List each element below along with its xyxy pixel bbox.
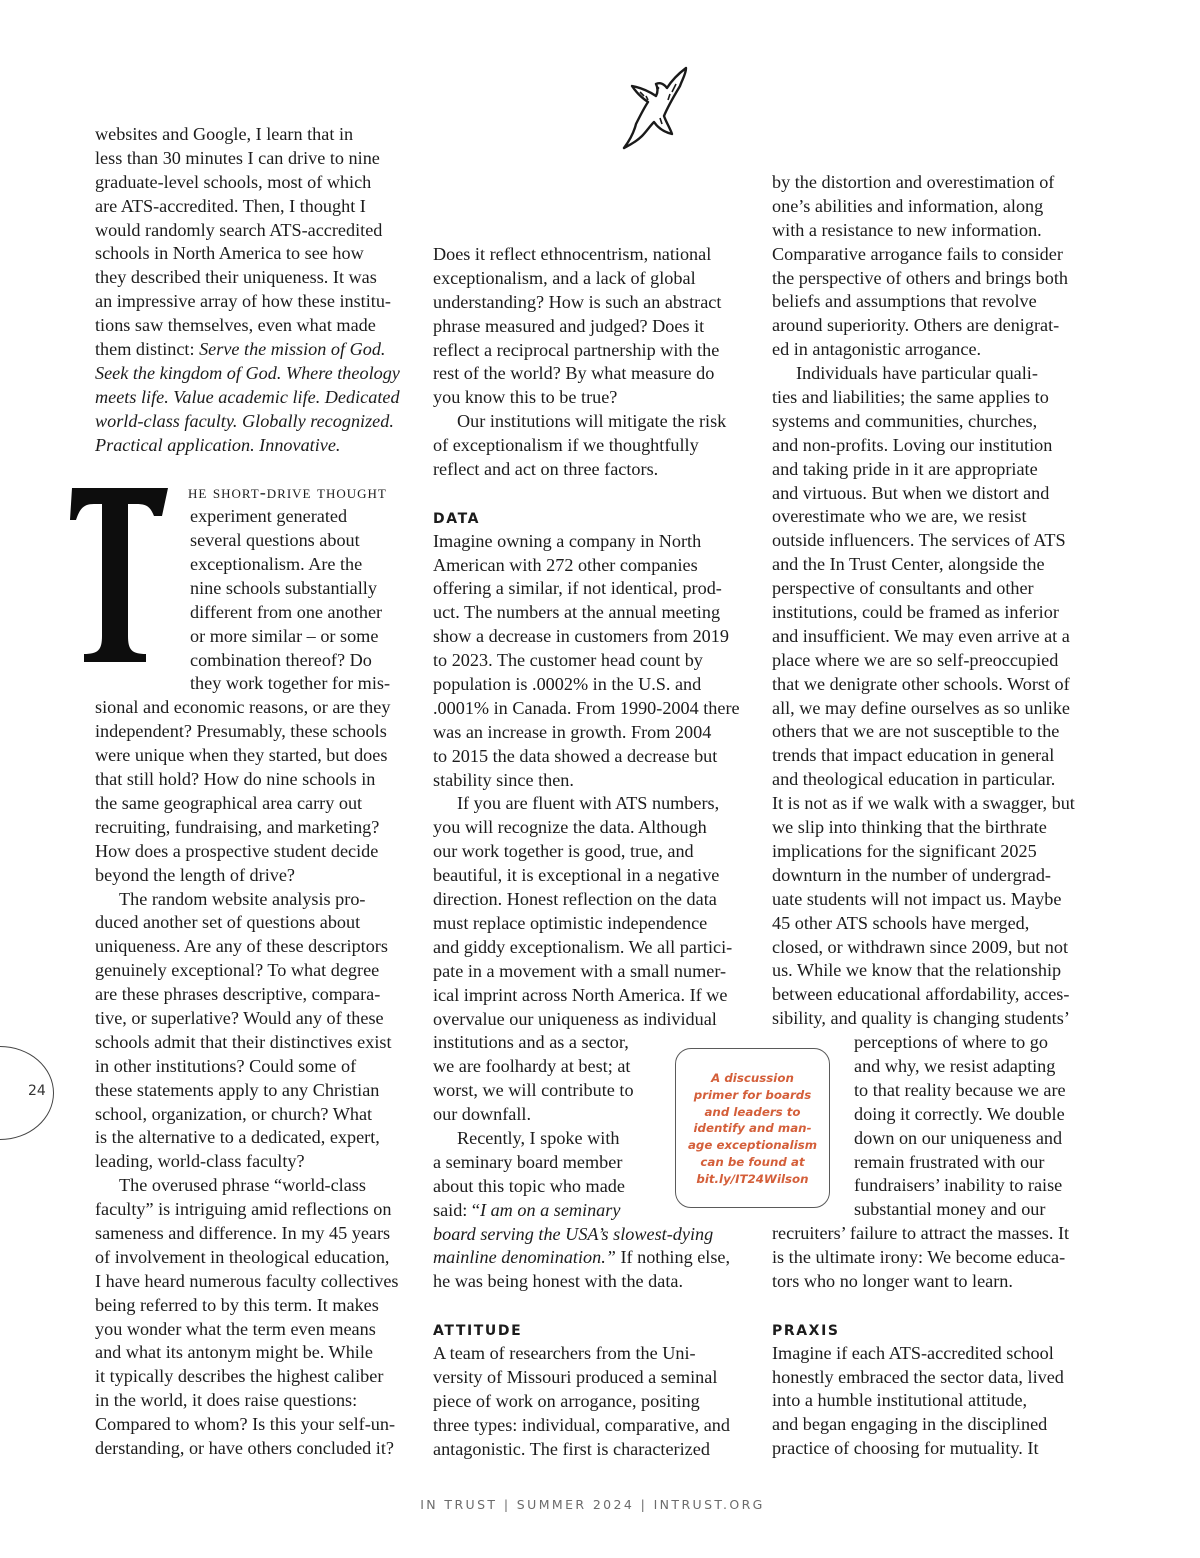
text-line: schools admit that their distinctives exist	[95, 1031, 392, 1052]
text-line: in other institutions? Could some of	[95, 1055, 357, 1076]
text-line: substantial money and our	[854, 1199, 1046, 1220]
text-line: of involvement in theological education,	[95, 1246, 390, 1267]
text-line: or more similar – or some	[190, 625, 379, 646]
text-line: beautiful, it is exceptional in a negative	[433, 865, 720, 886]
text-line: Does it reflect ethnocentrism, national	[433, 244, 712, 264]
text-line: mainline denomination.” If nothing else,	[433, 1247, 731, 1268]
text-line: derstanding, or have others concluded it?	[95, 1437, 394, 1458]
text-line: ed in antagonistic arrogance.	[772, 339, 982, 360]
text-italic: Serve the mission of God.	[199, 339, 386, 360]
text-line: that still hold? How do nine schools in	[95, 769, 376, 790]
text-line: board serving the USA’s slowest-dying	[433, 1223, 714, 1244]
text-line: and non-profits. Loving our institution	[772, 434, 1053, 455]
text-line: nine schools substantially	[190, 577, 377, 598]
text-line: around superiority. Others are denigrat-	[772, 315, 1060, 336]
page-footer: IN TRUST | SUMMER 2024 | INTRUST.ORG	[420, 1497, 765, 1512]
text-line: show a decrease in customers from 2019	[433, 626, 729, 647]
text-line: reflect a reciprocal partnership with the	[433, 339, 720, 360]
text-line: stability since then.	[433, 769, 574, 790]
column-3	[772, 171, 1075, 1461]
text-line: that we denigrate other schools. Worst of	[772, 673, 1070, 694]
text-line: three types: individual, comparative, and	[433, 1414, 730, 1435]
text-line: perspective of consultants and other	[772, 578, 1034, 599]
text-line: you wonder what the term even means	[95, 1318, 376, 1339]
text-line: Imagine owning a company in North	[433, 530, 702, 551]
text-line: they described their uniqueness. It was	[95, 267, 377, 288]
text-line: these statements apply to any Christian	[95, 1079, 380, 1100]
text-line: down on our uniqueness and	[854, 1127, 1063, 1148]
text-line: versity of Missouri produced a seminal	[433, 1366, 718, 1387]
text-line: reflect and act on three factors.	[433, 459, 659, 480]
text-line: Recently, I spoke with	[457, 1127, 620, 1148]
text-line: place where we are so self-preoccupied	[772, 649, 1059, 670]
text-line: A team of researchers from the Uni-	[433, 1342, 696, 1363]
text-line: institutions and as a sector,	[433, 1032, 629, 1053]
text-line: Our institutions will mitigate the risk	[457, 411, 727, 432]
text-line: were unique when they started, but does	[95, 745, 388, 766]
text-line: Practical application. Innovative.	[95, 434, 341, 455]
text-line: are these phrases descriptive, compara-	[95, 984, 381, 1005]
text-line: population is .0002% in the U.S. and	[433, 674, 702, 695]
text-line: worst, we will contribute to	[433, 1080, 634, 1101]
text-line: meets life. Value academic life. Dedicated	[95, 386, 400, 407]
text-line: perceptions of where to go	[854, 1032, 1048, 1053]
page-number: 24	[28, 1083, 46, 1099]
text-line: said: “I am on a seminary	[433, 1199, 621, 1220]
text-line: in the world, it does raise questions:	[95, 1390, 358, 1411]
smallcaps-lead: he short-drive thought	[188, 482, 387, 503]
text-line: Comparative arrogance fails to consider	[772, 243, 1063, 264]
text-line: tors who no longer want to learn.	[772, 1270, 1013, 1291]
text-line: into a humble institutional attitude,	[772, 1390, 1028, 1411]
text-line: genuinely exceptional? To what degree	[95, 960, 380, 981]
text-line: is the ultimate irony: We become educa-	[772, 1247, 1066, 1268]
text-line: systems and communities, churches,	[772, 410, 1038, 431]
text-line: Imagine if each ATS-accredited school	[772, 1342, 1054, 1363]
text-line: to that reality because we are	[854, 1079, 1066, 1100]
text-line: piece of work on arrogance, positing	[433, 1390, 700, 1411]
text-line: experiment generated	[190, 506, 348, 527]
text-line: less than 30 minutes I can drive to nine	[95, 147, 380, 168]
pullquote-line: A discussion	[711, 1071, 794, 1085]
text-line: must replace optimistic independence	[433, 912, 708, 933]
text-line: you will recognize the data. Although	[433, 817, 707, 838]
text-line: uniqueness. Are any of these descriptors	[95, 936, 388, 957]
text-line: rest of the world? By what measure do	[433, 363, 715, 384]
text-line: honestly embraced the sector data, lived	[772, 1366, 1064, 1387]
text-line: closed, or withdrawn since 2009, but not	[772, 936, 1068, 957]
text-line: institutions, could be framed as inferior	[772, 602, 1059, 623]
text-line: one’s abilities and information, along	[772, 195, 1044, 216]
text-line: and virtuous. But when we distort and	[772, 482, 1050, 503]
text-line: about this topic who made	[433, 1175, 625, 1196]
text-line: exceptionalism. Are the	[190, 554, 363, 575]
text-line: Individuals have particular quali-	[796, 363, 1038, 384]
text-line: sibility, and quality is changing students’	[772, 1008, 1070, 1029]
drop-cap	[70, 486, 170, 662]
text-line: sameness and difference. In my 45 years	[95, 1222, 391, 1243]
pullquote-line: age exceptionalism	[687, 1138, 818, 1153]
text-line: an impressive array of how these institu-	[95, 291, 391, 312]
text-line: you know this to be true?	[433, 387, 618, 408]
text-line: and what its antonym might be. While	[95, 1342, 373, 1363]
text-line: and taking pride in it are appropriate	[772, 458, 1038, 479]
text-line: world-class faculty. Globally recognized.	[95, 410, 394, 431]
text-line: uate students will not impact us. Maybe	[772, 888, 1062, 909]
text-line: The random website analysis pro-	[119, 888, 366, 909]
text-line: schools in North America to see how	[95, 243, 364, 264]
text-line: beliefs and assumptions that revolve	[772, 291, 1037, 312]
text-line: and why, we resist adapting	[854, 1055, 1056, 1076]
text-line: implications for the significant 2025	[772, 840, 1037, 861]
text-line: .0001% in Canada. From 1990-2004 there	[433, 697, 740, 718]
pullquote-box	[675, 1048, 830, 1208]
text-line: graduate-level schools, most of which	[95, 171, 372, 192]
text-line: It is not as if we walk with a swagger, but	[772, 793, 1075, 814]
text-line: tive, or superlative? Would any of these	[95, 1007, 384, 1028]
text-line: duced another set of questions about	[95, 912, 361, 933]
text-line: phrase measured and judged? Does it	[433, 315, 705, 336]
column-2	[433, 243, 740, 1461]
column-1	[95, 123, 400, 1461]
text-line: practice of choosing for mutuality. It	[772, 1438, 1039, 1459]
text-line: would randomly search ATS-accredited	[95, 219, 383, 240]
text-line: and theological education in particular.	[772, 769, 1056, 790]
text-line: recruiters’ failure to attract the masses. It	[772, 1223, 1070, 1244]
text-line: sional and economic reasons, or are they	[95, 697, 391, 718]
text-line: uct. The numbers at the annual meeting	[433, 602, 721, 623]
pullquote-link[interactable]: bit.ly/IT24Wilson	[696, 1171, 809, 1186]
text-line: ties and liabilities; the same applies to	[772, 387, 1049, 408]
pullquote-line: and leaders to	[704, 1104, 801, 1119]
text-line: our work together is good, true, and	[433, 841, 694, 862]
text-line: all, we may define ourselves as so unlike	[772, 697, 1070, 718]
section-heading-praxis: PRAXIS	[772, 1322, 840, 1339]
text-line: combination thereof? Do	[190, 649, 372, 670]
pullquote-line: primer for boards	[693, 1087, 812, 1102]
text-line: is the alternative to a dedicated, expert,	[95, 1127, 380, 1148]
text-line: between educational affordability, acces-	[772, 984, 1070, 1005]
text-line: overvalue our uniqueness as individual	[433, 1008, 717, 1029]
text-line: are ATS-accredited. Then, I thought I	[95, 195, 366, 216]
pullquote-line: can be found at	[700, 1154, 805, 1169]
text-line: the same geographical area carry out	[95, 792, 363, 813]
text-line: fundraisers’ inability to raise	[854, 1175, 1063, 1196]
text-line: websites and Google, I learn that in	[95, 124, 354, 144]
text-line: a seminary board member	[433, 1151, 623, 1172]
text-line: to 2023. The customer head count by	[433, 650, 703, 671]
section-heading-data: DATA	[433, 510, 481, 527]
text-line: and the In Trust Center, alongside the	[772, 554, 1045, 575]
text-line: we are foolhardy at best; at	[433, 1056, 631, 1077]
text-line: I have heard numerous faculty collectives	[95, 1270, 399, 1291]
text-line: tions saw themselves, even what made	[95, 315, 376, 336]
text-line: he was being honest with the data.	[433, 1271, 684, 1292]
text-line: American with 272 other companies	[433, 554, 698, 575]
text-line: overestimate who we are, we resist	[772, 506, 1027, 527]
text-line: leading, world-class faculty?	[95, 1151, 305, 1172]
text-line: recruiting, fundraising, and marketing?	[95, 816, 380, 837]
text-line: outside influencers. The services of ATS	[772, 530, 1066, 551]
text-line: they work together for mis-	[190, 673, 391, 694]
text-line: offering a similar, if not identical, prod-	[433, 578, 722, 599]
text-line: exceptionalism, and a lack of global	[433, 267, 696, 288]
text-line: pate in a movement with a small numer-	[433, 960, 727, 981]
text-line: and giddy exceptionalism. We all partici-	[433, 936, 733, 957]
text-line: school, organization, or church? What	[95, 1103, 373, 1124]
text-line: trends that impact education in general	[772, 745, 1055, 766]
text-normal: them distinct:	[95, 339, 200, 360]
text-line: was an increase in growth. From 2004	[433, 721, 712, 742]
text-line: and began engaging in the disciplined	[772, 1414, 1048, 1435]
text-line: If you are fluent with ATS numbers,	[457, 793, 720, 814]
text-line: we slip into thinking that the birthrate	[772, 817, 1047, 838]
pullquote-line: identify and man-	[693, 1121, 812, 1136]
text-line: faculty” is intriguing amid reflections on	[95, 1199, 392, 1220]
text-line: our downfall.	[433, 1104, 531, 1125]
text-line: different from one another	[190, 601, 383, 622]
text-line: direction. Honest reflection on the data	[433, 889, 717, 910]
text-line: 45 other ATS schools have merged,	[772, 912, 1030, 933]
text-line: others that we are not susceptible to the	[772, 721, 1060, 742]
text-line: of exceptionalism if we thoughtfully	[433, 435, 699, 456]
text-line: independent? Presumably, these schools	[95, 721, 387, 742]
text-line: and insufficient. We may even arrive at a	[772, 625, 1070, 646]
text-line: antagonistic. The first is characterized	[433, 1438, 710, 1459]
text-line: beyond the length of drive?	[95, 864, 296, 885]
text-line: it typically describes the highest caliber	[95, 1366, 384, 1387]
text-line: being referred to by this term. It makes	[95, 1294, 379, 1315]
text-line: doing it correctly. We double	[854, 1103, 1065, 1124]
text-line: The overused phrase “world-class	[119, 1175, 366, 1196]
text-line: us. While we know that the relationship	[772, 960, 1062, 981]
text-line: several questions about	[190, 530, 360, 551]
text-line: by the distortion and overestimation of	[772, 172, 1055, 192]
text-line: remain frustrated with our	[854, 1151, 1045, 1172]
section-heading-attitude: ATTITUDE	[433, 1323, 523, 1340]
text-line: to 2015 the data showed a decrease but	[433, 745, 718, 766]
text-line: How does a prospective student decide	[95, 840, 379, 861]
text-line: Compared to whom? Is this your self-un-	[95, 1414, 396, 1435]
text-line: ical imprint across North America. If we	[433, 984, 728, 1005]
text-line: the perspective of others and brings both	[772, 267, 1068, 288]
drop-cap-letter: T	[70, 486, 71, 487]
text-line: downturn in the number of undergrad-	[772, 864, 1051, 885]
text-line: Seek the kingdom of God. Where theology	[95, 362, 400, 383]
text-line: understanding? How is such an abstract	[433, 291, 722, 312]
text-line: with a resistance to new information.	[772, 219, 1042, 240]
bird-icon	[620, 62, 692, 154]
text-line	[95, 338, 400, 362]
